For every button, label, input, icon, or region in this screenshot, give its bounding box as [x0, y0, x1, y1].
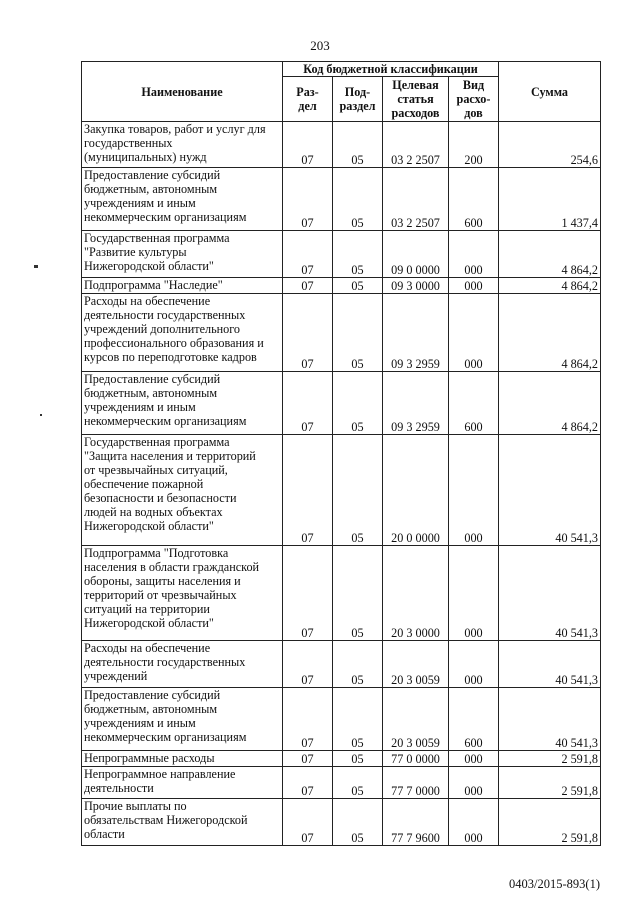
row-vid: 000 [449, 294, 499, 372]
row-razdel: 07 [283, 168, 333, 231]
row-name [82, 799, 283, 846]
row-name-line: бюджетным, автономным [84, 386, 218, 400]
row-vid: 600 [449, 168, 499, 231]
row-target: 77 7 9600 [383, 799, 449, 846]
row-summa: 2 591,8 [499, 767, 601, 799]
row-razdel: 07 [283, 372, 333, 435]
row-name [82, 122, 283, 168]
row-name [82, 231, 283, 278]
row-name [82, 294, 283, 372]
row-target: 20 3 0059 [383, 641, 449, 688]
row-name-line: Подпрограмма "Подготовка [84, 546, 229, 560]
header-name: Наименование [82, 62, 283, 122]
row-summa: 2 591,8 [499, 799, 601, 846]
row-name [82, 435, 283, 546]
row-name [82, 688, 283, 751]
row-vid: 000 [449, 546, 499, 641]
document-code: 0403/2015-893(1) [509, 877, 600, 891]
row-name-line: безопасности и безопасности [84, 491, 237, 505]
row-name-line: "Развитие культуры [84, 245, 187, 259]
row-summa: 40 541,3 [499, 641, 601, 688]
row-name-line: Нижегородской области" [84, 616, 214, 630]
row-name-line: Закупка товаров, работ и услуг для [84, 122, 266, 136]
row-summa: 4 864,2 [499, 231, 601, 278]
row-name-line: бюджетным, автономным [84, 702, 218, 716]
table-row [82, 435, 601, 546]
row-name-line: Предоставление субсидий [84, 688, 221, 702]
row-target: 09 3 0000 [383, 278, 449, 294]
row-razdel: 07 [283, 688, 333, 751]
row-summa: 40 541,3 [499, 435, 601, 546]
header-summa: Сумма [499, 62, 601, 122]
scan-speck [34, 265, 38, 268]
row-vid: 600 [449, 372, 499, 435]
row-razdel: 07 [283, 641, 333, 688]
row-razdel: 07 [283, 231, 333, 278]
row-summa: 2 591,8 [499, 751, 601, 767]
row-name-line: курсов по переподготовке кадров [84, 350, 257, 364]
row-vid: 600 [449, 688, 499, 751]
table-row [82, 168, 601, 231]
row-podrazdel: 05 [333, 799, 383, 846]
row-name-line: Расходы на обеспечение [84, 294, 211, 308]
row-name-line: Непрограммное направление [84, 767, 236, 781]
table-row [82, 641, 601, 688]
header-target: Целевая статья расходов [383, 77, 449, 122]
row-name-line: (муниципальных) нужд [84, 150, 207, 164]
table-row [82, 372, 601, 435]
row-name-line: учреждениям и иным [84, 196, 196, 210]
row-name-line: некоммерческим организациям [84, 730, 247, 744]
row-razdel: 07 [283, 122, 333, 168]
row-podrazdel: 05 [333, 372, 383, 435]
row-summa: 40 541,3 [499, 546, 601, 641]
table-row [82, 799, 601, 846]
row-summa: 254,6 [499, 122, 601, 168]
table-row [82, 294, 601, 372]
row-summa: 1 437,4 [499, 168, 601, 231]
scan-speck [40, 414, 42, 416]
row-name-line: профессионального образования и [84, 336, 264, 350]
row-name-line: обеспечение пожарной [84, 477, 204, 491]
table-row [82, 278, 601, 294]
row-name-line: бюджетным, автономным [84, 182, 218, 196]
page-number: 203 [310, 38, 330, 53]
row-vid: 000 [449, 435, 499, 546]
header-row [82, 62, 601, 77]
row-name-line: Расходы на обеспечение [84, 641, 211, 655]
row-name-line: Предоставление субсидий [84, 372, 221, 386]
row-name [82, 751, 283, 767]
row-name [82, 372, 283, 435]
row-vid: 000 [449, 231, 499, 278]
row-name-line: Подпрограмма "Наследие" [84, 278, 223, 292]
row-name-line: учреждениям и иным [84, 400, 196, 414]
row-name-line: Нижегородской области" [84, 519, 214, 533]
row-target: 03 2 2507 [383, 122, 449, 168]
row-name-line: деятельности [84, 781, 154, 795]
row-podrazdel: 05 [333, 767, 383, 799]
row-podrazdel: 05 [333, 294, 383, 372]
table-row [82, 122, 601, 168]
row-razdel: 07 [283, 278, 333, 294]
header-podrazdel: Под- раздел [333, 77, 383, 122]
row-name [82, 767, 283, 799]
row-name-line: населения в области гражданской [84, 560, 260, 574]
row-vid: 000 [449, 767, 499, 799]
row-name-line: учреждений дополнительного [84, 322, 241, 336]
row-name-line: Государственная программа [84, 231, 230, 245]
row-name-line: Предоставление субсидий [84, 168, 221, 182]
row-podrazdel: 05 [333, 688, 383, 751]
row-razdel: 07 [283, 435, 333, 546]
row-vid: 000 [449, 799, 499, 846]
row-name-line: учреждениям и иным [84, 716, 196, 730]
table-body [82, 122, 601, 846]
row-podrazdel: 05 [333, 278, 383, 294]
row-razdel: 07 [283, 546, 333, 641]
row-razdel: 07 [283, 294, 333, 372]
row-name-line: ситуаций на территории [84, 602, 210, 616]
row-vid: 200 [449, 122, 499, 168]
row-razdel: 07 [283, 767, 333, 799]
row-name [82, 546, 283, 641]
row-name [82, 641, 283, 688]
row-name-line: некоммерческим организациям [84, 210, 247, 224]
row-razdel: 07 [283, 799, 333, 846]
row-vid: 000 [449, 751, 499, 767]
row-vid: 000 [449, 278, 499, 294]
row-name [82, 168, 283, 231]
row-target: 03 2 2507 [383, 168, 449, 231]
row-podrazdel: 05 [333, 168, 383, 231]
row-name-line: обязательствам Нижегородской [84, 813, 248, 827]
row-target: 77 0 0000 [383, 751, 449, 767]
row-podrazdel: 05 [333, 231, 383, 278]
row-target: 20 3 0059 [383, 688, 449, 751]
table-row [82, 231, 601, 278]
row-target: 20 3 0000 [383, 546, 449, 641]
row-name-line: некоммерческим организациям [84, 414, 247, 428]
row-podrazdel: 05 [333, 546, 383, 641]
row-name-line: от чрезвычайных ситуаций, [84, 463, 228, 477]
row-name-line: деятельности государственных [84, 308, 246, 322]
row-name-line: Государственная программа [84, 435, 230, 449]
row-name-line: учреждений [84, 669, 148, 683]
row-vid: 000 [449, 641, 499, 688]
budget-table [81, 61, 601, 846]
row-name-line: Прочие выплаты по [84, 799, 187, 813]
row-summa: 4 864,2 [499, 294, 601, 372]
header-vid: Вид расхо- дов [449, 77, 499, 122]
row-summa: 40 541,3 [499, 688, 601, 751]
row-name-line: обороны, защиты населения и [84, 574, 241, 588]
row-podrazdel: 05 [333, 641, 383, 688]
row-target: 20 0 0000 [383, 435, 449, 546]
row-summa: 4 864,2 [499, 278, 601, 294]
row-name-line: деятельности государственных [84, 655, 246, 669]
row-name-line: Нижегородской области" [84, 259, 214, 273]
row-name [82, 278, 283, 294]
row-podrazdel: 05 [333, 435, 383, 546]
table-row [82, 751, 601, 767]
row-podrazdel: 05 [333, 751, 383, 767]
row-name-line: государственных [84, 136, 173, 150]
header-kbk: Код бюджетной классификации [283, 62, 499, 77]
row-name-line: людей на водных объектах [84, 505, 223, 519]
row-target: 09 0 0000 [383, 231, 449, 278]
table-row [82, 767, 601, 799]
row-name-line: области [84, 827, 125, 841]
row-name-line: территорий от чрезвычайных [84, 588, 237, 602]
row-name-line: "Защита населения и территорий [84, 449, 256, 463]
table-row [82, 688, 601, 751]
row-summa: 4 864,2 [499, 372, 601, 435]
row-name-line: Непрограммные расходы [84, 751, 215, 765]
row-target: 09 3 2959 [383, 372, 449, 435]
table-row [82, 546, 601, 641]
header-razdel: Раз- дел [283, 77, 333, 122]
row-podrazdel: 05 [333, 122, 383, 168]
row-target: 77 7 0000 [383, 767, 449, 799]
row-target: 09 3 2959 [383, 294, 449, 372]
row-razdel: 07 [283, 751, 333, 767]
